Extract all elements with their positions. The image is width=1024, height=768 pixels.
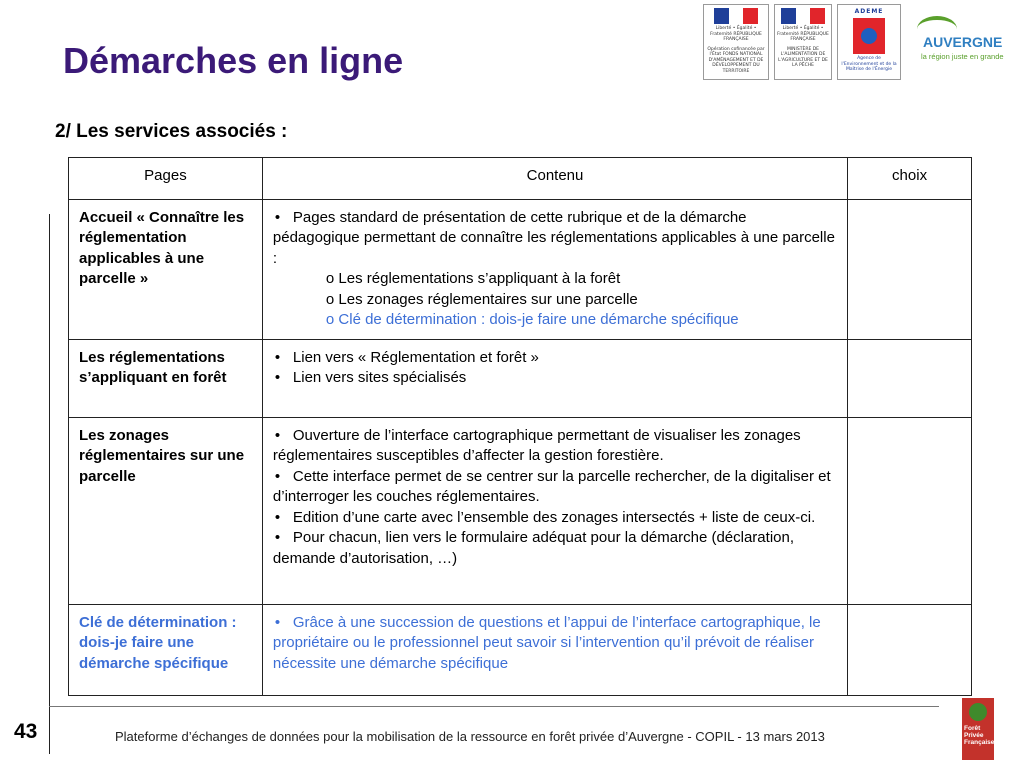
ademe-logo [837,4,901,80]
row-label: Les zonages réglementaires sur une parcelle [69,417,263,604]
table-row [69,604,972,695]
list-item: • Cette interface permet de se centrer sur la parcelle rechercher, de la digitaliser et d’interroger les couches réglementaires. [273,467,837,508]
footer-text: Plateforme d’échanges de données pour la mobilisation de la ressource en forêt privée d’Auvergne - COPIL - 13 mars 2013 [115,729,825,744]
table-row [69,339,972,417]
choice-cell[interactable] [848,604,972,695]
choice-cell[interactable] [848,417,972,604]
header-choix: choix [848,158,972,200]
list-item: • Grâce à une succession de questions et l’appui de l’interface cartographique, le propriétaire ou le professionnel peut savoir si l’intervention qu’il prévoit de réaliser nécessite une démarche spécifique [273,613,837,675]
sub-list-item: o Les zonages réglementaires sur une parcelle [273,290,837,311]
slide-subtitle: 2/ Les services associés : [55,121,288,142]
sub-list-item-highlight: o Clé de détermination : dois-je faire une démarche spécifique [273,310,837,331]
list-item: • Ouverture de l’interface cartographique permettant de visualiser les zonages réglementaires susceptibles d’affecter la gestion forestière. [273,426,837,467]
services-table [68,157,972,696]
french-flag-icon [781,8,825,24]
list-item: • Pour chacun, lien vers le formulaire adéquat pour la démarche (déclaration, demande d’autorisation, …) [273,528,837,569]
slide-title: Démarches en ligne [63,40,404,81]
row-label: Clé de détermination : dois-je faire une démarche spécifique [69,604,263,695]
tree-icon [969,703,987,721]
logo-subtext: Opération cofinancée par l'État FONDS NATIONAL D'AMÉNAGEMENT ET DE DÉVELOPPEMENT DU TERRITOIRE [707,46,765,74]
auvergne-region-logo [911,12,1015,72]
fpf-text: Forêt Privée Française [964,725,995,746]
header-contenu: Contenu [262,158,847,200]
ministere-agriculture-logo [774,4,832,80]
republique-francaise-fnadt-logo [703,4,769,80]
row-content [262,199,847,339]
table-row [69,199,972,339]
choice-cell[interactable] [848,199,972,339]
footer-divider [49,706,939,707]
french-flag-icon [714,8,758,24]
list-item: • Lien vers sites spécialisés [273,368,837,389]
sub-list-item: o Les réglementations s’appliquant à la forêt [273,269,837,290]
left-divider [49,214,50,754]
table-header-row [69,158,972,200]
logo-text: Liberté • Égalité • Fraternité RÉPUBLIQUE FRANÇAISE [777,26,829,42]
list-item: • Lien vers « Réglementation et forêt » [273,348,837,369]
row-content [262,604,847,695]
auvergne-name: AUVERGNE [923,34,1003,50]
list-item: • Pages standard de présentation de cette rubrique et de la démarche pédagogique permettant de connaître les réglementations applicables à une parcelle : [273,208,837,270]
row-label: Accueil « Connaître les réglementation applicables à une parcelle » [69,199,263,339]
table-row [69,417,972,604]
ademe-subtext: Agence de l'Environnement et de la Maîtrise de l'Énergie [841,56,897,72]
ademe-name: ADEME [854,8,884,15]
logo-subtext: MINISTÈRE DE L'ALIMENTATION DE L'AGRICULTURE ET DE LA PÊCHE [778,46,828,68]
list-item: • Edition d’une carte avec l’ensemble des zonages intersectés + liste de ceux-ci. [273,508,837,529]
ademe-emblem-icon [853,18,885,54]
page-number: 43 [14,720,38,743]
header-pages: Pages [69,158,263,200]
logo-text: Liberté • Égalité • Fraternité RÉPUBLIQUE FRANÇAISE [710,26,762,42]
row-content [262,417,847,604]
choice-cell[interactable] [848,339,972,417]
row-content [262,339,847,417]
auvergne-tagline: la région juste en grande [921,52,1004,61]
row-label: Les réglementations s’appliquant en forêt [69,339,263,417]
foret-privee-francaise-logo [962,698,994,760]
